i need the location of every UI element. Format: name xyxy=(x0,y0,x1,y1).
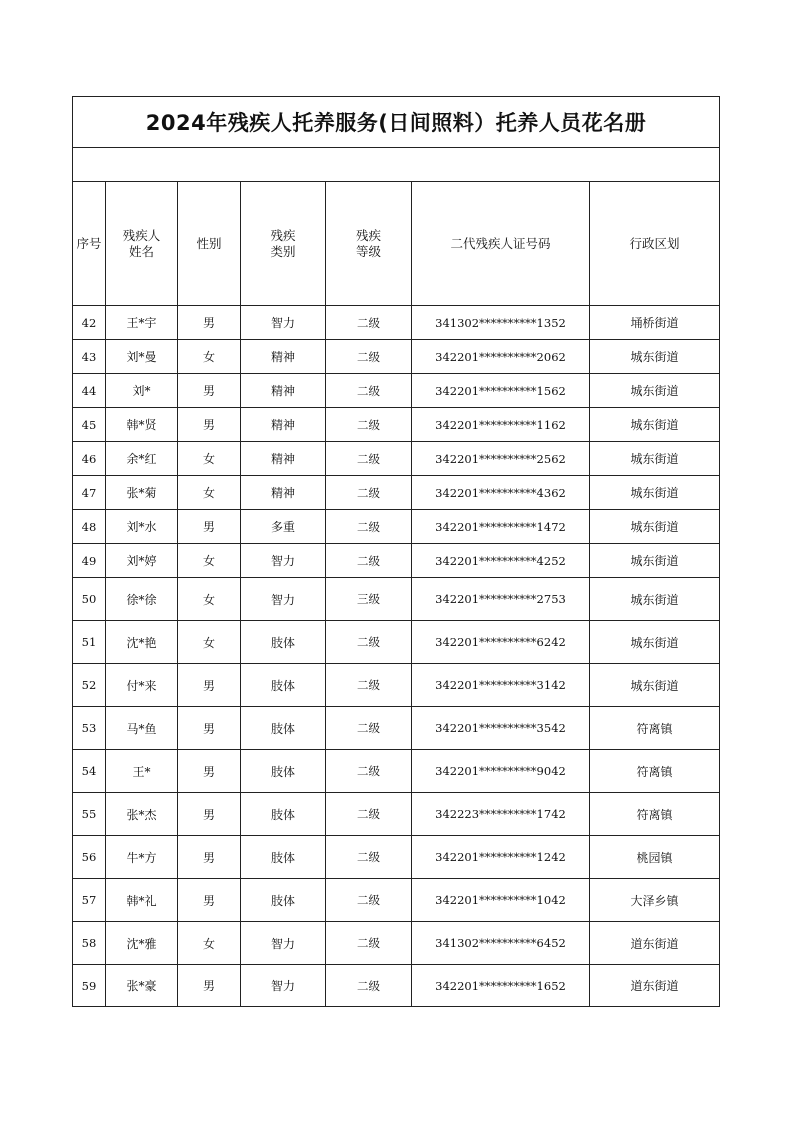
cell-name: 刘*水 xyxy=(106,510,178,544)
header-name xyxy=(106,182,178,306)
cell-level: 二级 xyxy=(326,664,412,707)
cell-level: 二级 xyxy=(326,621,412,664)
cell-region: 城东街道 xyxy=(590,408,720,442)
cell-id: 341302**********6452 xyxy=(412,922,590,965)
cell-level: 二级 xyxy=(326,544,412,578)
cell-type: 精神 xyxy=(241,442,326,476)
cell-level: 二级 xyxy=(326,707,412,750)
cell-region: 符离镇 xyxy=(590,707,720,750)
cell-region: 城东街道 xyxy=(590,340,720,374)
cell-name: 刘* xyxy=(106,374,178,408)
cell-region: 城东街道 xyxy=(590,476,720,510)
cell-seq: 55 xyxy=(73,793,106,836)
cell-type: 智力 xyxy=(241,306,326,340)
cell-level: 二级 xyxy=(326,965,412,1007)
table-row xyxy=(73,793,720,836)
header-type-line1: 残疾 xyxy=(270,227,296,243)
cell-type: 智力 xyxy=(241,578,326,621)
roster-sheet xyxy=(72,96,719,1007)
cell-seq: 59 xyxy=(73,965,106,1007)
cell-seq: 57 xyxy=(73,879,106,922)
header-name-line2: 姓名 xyxy=(128,243,154,259)
cell-level: 二级 xyxy=(326,306,412,340)
cell-region: 道东街道 xyxy=(590,922,720,965)
cell-type: 肢体 xyxy=(241,879,326,922)
cell-gender: 女 xyxy=(178,621,241,664)
cell-name: 余*红 xyxy=(106,442,178,476)
cell-gender: 男 xyxy=(178,879,241,922)
cell-name: 付*来 xyxy=(106,664,178,707)
table-row xyxy=(73,442,720,476)
blank-row xyxy=(73,148,720,182)
cell-type: 精神 xyxy=(241,340,326,374)
cell-id: 342201**********6242 xyxy=(412,621,590,664)
cell-name: 张*豪 xyxy=(106,965,178,1007)
cell-region: 符离镇 xyxy=(590,793,720,836)
cell-seq: 45 xyxy=(73,408,106,442)
cell-seq: 44 xyxy=(73,374,106,408)
cell-id: 342201**********1652 xyxy=(412,965,590,1007)
cell-seq: 56 xyxy=(73,836,106,879)
cell-type: 肢体 xyxy=(241,750,326,793)
cell-id: 342201**********2062 xyxy=(412,340,590,374)
header-level-line2: 等级 xyxy=(355,243,381,259)
header-id: 二代残疾人证号码 xyxy=(412,182,590,306)
cell-gender: 男 xyxy=(178,965,241,1007)
header-row xyxy=(73,182,720,306)
page-title: 2024年残疾人托养服务(日间照料）托养人员花名册 xyxy=(73,97,720,148)
cell-region: 大泽乡镇 xyxy=(590,879,720,922)
cell-level: 二级 xyxy=(326,793,412,836)
cell-gender: 男 xyxy=(178,836,241,879)
cell-type: 肢体 xyxy=(241,664,326,707)
header-gender: 性别 xyxy=(178,182,241,306)
cell-gender: 男 xyxy=(178,664,241,707)
cell-region: 城东街道 xyxy=(590,578,720,621)
cell-name: 刘*婷 xyxy=(106,544,178,578)
cell-name: 沈*雅 xyxy=(106,922,178,965)
cell-level: 二级 xyxy=(326,836,412,879)
cell-type: 智力 xyxy=(241,922,326,965)
header-level-line1: 残疾 xyxy=(355,227,381,243)
cell-type: 多重 xyxy=(241,510,326,544)
cell-id: 342201**********1162 xyxy=(412,408,590,442)
cell-level: 三级 xyxy=(326,578,412,621)
cell-region: 城东街道 xyxy=(590,621,720,664)
cell-name: 张*杰 xyxy=(106,793,178,836)
table-row xyxy=(73,621,720,664)
cell-gender: 男 xyxy=(178,510,241,544)
cell-type: 精神 xyxy=(241,374,326,408)
header-type-line2: 类别 xyxy=(270,243,296,259)
cell-name: 沈*艳 xyxy=(106,621,178,664)
header-seq: 序号 xyxy=(73,182,106,306)
cell-gender: 女 xyxy=(178,476,241,510)
cell-seq: 42 xyxy=(73,306,106,340)
cell-type: 精神 xyxy=(241,408,326,442)
cell-id: 342201**********9042 xyxy=(412,750,590,793)
cell-id: 342201**********2753 xyxy=(412,578,590,621)
cell-seq: 52 xyxy=(73,664,106,707)
header-type xyxy=(241,182,326,306)
table-row xyxy=(73,879,720,922)
cell-gender: 男 xyxy=(178,707,241,750)
cell-gender: 男 xyxy=(178,374,241,408)
cell-type: 肢体 xyxy=(241,707,326,750)
cell-gender: 男 xyxy=(178,750,241,793)
table-row xyxy=(73,578,720,621)
cell-seq: 58 xyxy=(73,922,106,965)
cell-gender: 男 xyxy=(178,408,241,442)
cell-seq: 49 xyxy=(73,544,106,578)
cell-name: 马*鱼 xyxy=(106,707,178,750)
cell-id: 342201**********3542 xyxy=(412,707,590,750)
table-row xyxy=(73,836,720,879)
cell-seq: 50 xyxy=(73,578,106,621)
cell-type: 肢体 xyxy=(241,621,326,664)
cell-type: 智力 xyxy=(241,965,326,1007)
cell-name: 刘*曼 xyxy=(106,340,178,374)
cell-id: 342201**********3142 xyxy=(412,664,590,707)
cell-id: 342201**********4362 xyxy=(412,476,590,510)
cell-type: 精神 xyxy=(241,476,326,510)
cell-id: 342201**********1242 xyxy=(412,836,590,879)
cell-region: 符离镇 xyxy=(590,750,720,793)
cell-level: 二级 xyxy=(326,340,412,374)
cell-level: 二级 xyxy=(326,922,412,965)
cell-level: 二级 xyxy=(326,879,412,922)
cell-region: 城东街道 xyxy=(590,510,720,544)
cell-type: 肢体 xyxy=(241,793,326,836)
cell-level: 二级 xyxy=(326,442,412,476)
cell-gender: 女 xyxy=(178,340,241,374)
cell-id: 342201**********1562 xyxy=(412,374,590,408)
cell-seq: 43 xyxy=(73,340,106,374)
cell-id: 342201**********4252 xyxy=(412,544,590,578)
cell-gender: 女 xyxy=(178,922,241,965)
cell-level: 二级 xyxy=(326,374,412,408)
header-region: 行政区划 xyxy=(590,182,720,306)
table-row xyxy=(73,750,720,793)
table-row xyxy=(73,306,720,340)
cell-region: 城东街道 xyxy=(590,442,720,476)
cell-level: 二级 xyxy=(326,476,412,510)
cell-name: 王*宇 xyxy=(106,306,178,340)
cell-seq: 54 xyxy=(73,750,106,793)
cell-name: 王* xyxy=(106,750,178,793)
cell-type: 智力 xyxy=(241,544,326,578)
roster-table xyxy=(72,96,720,1007)
table-row xyxy=(73,408,720,442)
table-row xyxy=(73,922,720,965)
cell-seq: 48 xyxy=(73,510,106,544)
cell-gender: 女 xyxy=(178,544,241,578)
cell-id: 342201**********1042 xyxy=(412,879,590,922)
table-row xyxy=(73,340,720,374)
cell-region: 埇桥街道 xyxy=(590,306,720,340)
cell-region: 道东街道 xyxy=(590,965,720,1007)
table-row xyxy=(73,510,720,544)
header-name-line1: 残疾人 xyxy=(122,227,161,243)
cell-gender: 女 xyxy=(178,442,241,476)
cell-level: 二级 xyxy=(326,408,412,442)
cell-region: 桃园镇 xyxy=(590,836,720,879)
cell-type: 肢体 xyxy=(241,836,326,879)
cell-seq: 51 xyxy=(73,621,106,664)
cell-id: 342201**********1472 xyxy=(412,510,590,544)
table-row xyxy=(73,544,720,578)
cell-region: 城东街道 xyxy=(590,664,720,707)
cell-name: 韩*贤 xyxy=(106,408,178,442)
cell-region: 城东街道 xyxy=(590,544,720,578)
cell-gender: 男 xyxy=(178,306,241,340)
cell-id: 342223**********1742 xyxy=(412,793,590,836)
table-row xyxy=(73,374,720,408)
table-row xyxy=(73,476,720,510)
cell-level: 二级 xyxy=(326,510,412,544)
cell-id: 341302**********1352 xyxy=(412,306,590,340)
cell-region: 城东街道 xyxy=(590,374,720,408)
cell-gender: 女 xyxy=(178,578,241,621)
table-body xyxy=(73,306,720,1007)
header-level xyxy=(326,182,412,306)
cell-name: 牛*方 xyxy=(106,836,178,879)
cell-name: 韩*礼 xyxy=(106,879,178,922)
cell-name: 张*菊 xyxy=(106,476,178,510)
cell-seq: 47 xyxy=(73,476,106,510)
cell-name: 徐*徐 xyxy=(106,578,178,621)
table-row xyxy=(73,664,720,707)
cell-id: 342201**********2562 xyxy=(412,442,590,476)
cell-level: 二级 xyxy=(326,750,412,793)
table-row xyxy=(73,965,720,1007)
cell-seq: 53 xyxy=(73,707,106,750)
cell-gender: 男 xyxy=(178,793,241,836)
cell-seq: 46 xyxy=(73,442,106,476)
table-row xyxy=(73,707,720,750)
